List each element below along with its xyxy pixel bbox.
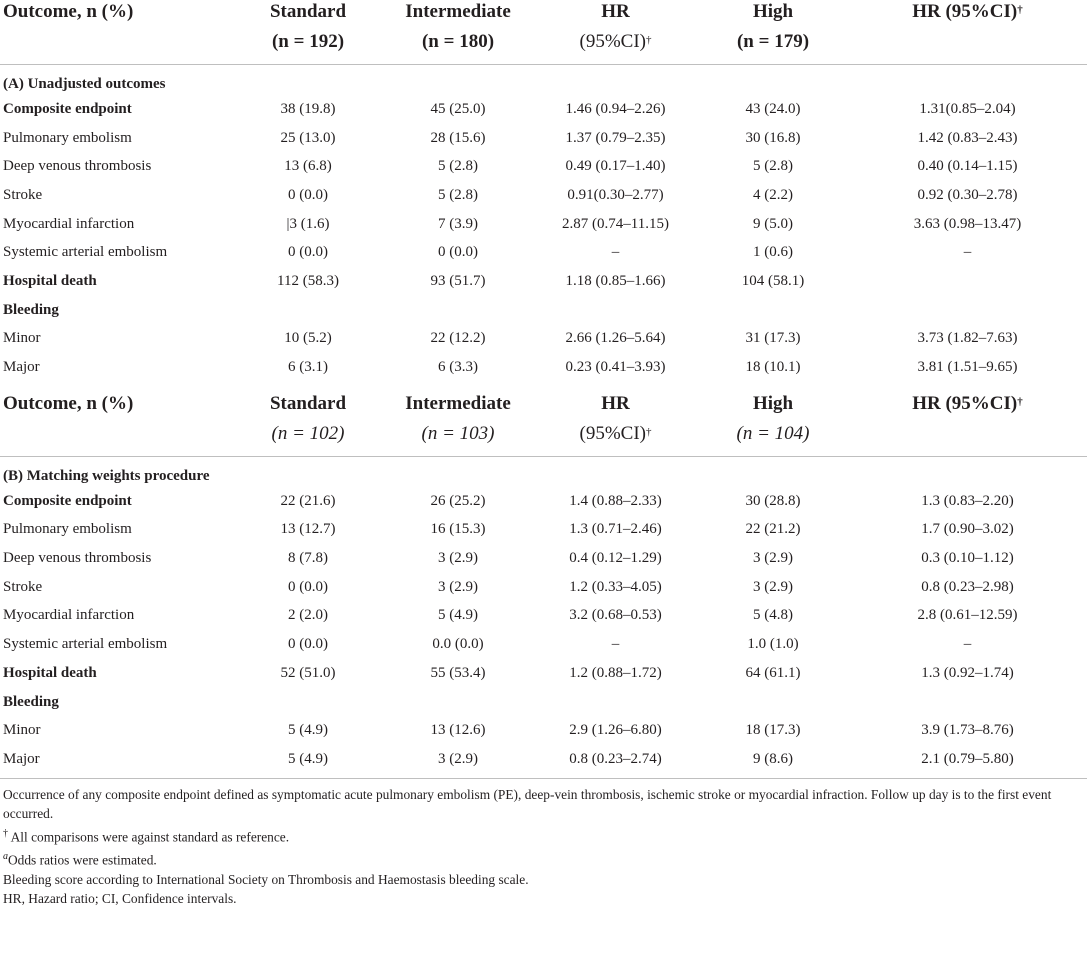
cell-intermediate: 22 (12.2) xyxy=(430,330,486,347)
cell-intermediate: 5 (4.9) xyxy=(438,607,478,624)
header-hr-95ci xyxy=(848,0,1087,30)
cell-standard: 8 (7.8) xyxy=(288,550,328,567)
header-high-n: (n = 179) xyxy=(736,31,810,52)
section-a-title-row xyxy=(0,65,1087,96)
row-label: Pulmonary embolism xyxy=(3,521,132,538)
header-row-lower-n xyxy=(0,422,1087,457)
cell-hr-high: 0.92 (0.30–2.78) xyxy=(917,186,1018,203)
table-row xyxy=(0,688,1087,717)
cell-high: 22 (21.2) xyxy=(745,521,801,538)
cell-hr-high: 1.3 (0.83–2.20) xyxy=(921,492,1014,509)
cell-intermediate xyxy=(383,688,533,717)
footnote-dagger xyxy=(3,824,1083,847)
cell-high: 9 (8.6) xyxy=(753,750,793,767)
cell-standard: |3 (1.6) xyxy=(286,215,330,232)
cell-standard: 52 (51.0) xyxy=(280,664,336,681)
header-outcome: Outcome, n (%) xyxy=(3,1,134,22)
row-label: Minor xyxy=(3,330,41,347)
header-hr: HR xyxy=(601,1,630,22)
cell-hr-high: 3.63 (0.98–13.47) xyxy=(913,215,1022,232)
cell-hr-high: 1.7 (0.90–3.02) xyxy=(921,521,1014,538)
cell-hr-intermediate: 0.8 (0.23–2.74) xyxy=(569,750,662,767)
cell-intermediate: 26 (25.2) xyxy=(430,492,486,509)
row-label: Hospital death xyxy=(3,664,97,681)
row-label: Composite endpoint xyxy=(3,492,132,509)
table-row xyxy=(0,659,1087,688)
cell-intermediate: 0 (0.0) xyxy=(438,244,478,261)
cell-hr-intermediate: 1.2 (0.33–4.05) xyxy=(569,578,662,595)
cell-hr-intermediate: 0.49 (0.17–1.40) xyxy=(565,158,666,175)
cell-hr-intermediate: 2.66 (1.26–5.64) xyxy=(565,330,666,347)
table-row xyxy=(0,516,1087,545)
row-label: Composite endpoint xyxy=(3,100,132,117)
header-standard: Standard xyxy=(269,1,347,22)
cell-hr-intermediate: 2.87 (0.74–11.15) xyxy=(562,215,669,232)
cell-high: 1.0 (1.0) xyxy=(747,636,799,653)
cell-hr-intermediate: 1.37 (0.79–2.35) xyxy=(565,129,666,146)
header-outcome: Outcome, n (%) xyxy=(3,392,134,414)
header-hr: HR xyxy=(601,392,630,414)
cell-hr-high: 0.8 (0.23–2.98) xyxy=(921,578,1014,595)
cell-hr-intermediate: 3.2 (0.68–0.53) xyxy=(569,607,662,624)
cell-standard: 0 (0.0) xyxy=(288,636,328,653)
table-row xyxy=(0,95,1087,124)
cell-hr-high xyxy=(848,688,1087,717)
cell-hr-high: 1.3 (0.92–1.74) xyxy=(921,664,1014,681)
cell-high: 5 (2.8) xyxy=(753,158,793,175)
header-hr-95ci-text: HR (95%CI) xyxy=(912,392,1018,414)
cell-hr-high: – xyxy=(963,244,972,261)
header-hr-ci-text: (95%CI) xyxy=(579,31,646,52)
cell-hr-intermediate: – xyxy=(611,636,620,653)
cell-hr-high: 3.81 (1.51–9.65) xyxy=(917,359,1018,376)
header-high-n-text: (n = 104) xyxy=(736,422,810,444)
footnote-dagger-text: All comparisons were against standard as reference. xyxy=(8,829,290,845)
header-row-upper xyxy=(0,0,1087,30)
cell-standard: 5 (4.9) xyxy=(288,750,328,767)
cell-hr-intermediate: – xyxy=(611,244,620,261)
header-high-n xyxy=(698,422,848,457)
dagger-mark: † xyxy=(645,34,652,46)
cell-hr-intermediate: 0.4 (0.12–1.29) xyxy=(569,550,662,567)
cell-hr-intermediate xyxy=(533,688,698,717)
cell-intermediate: 16 (15.3) xyxy=(430,521,486,538)
cell-high: 30 (16.8) xyxy=(745,129,801,146)
row-label: Minor xyxy=(3,722,41,739)
cell-high: 1 (0.6) xyxy=(753,244,793,261)
header-intermediate: Intermediate xyxy=(405,392,511,414)
dagger-mark: † xyxy=(1017,4,1023,16)
cell-hr-intermediate: 2.9 (1.26–6.80) xyxy=(569,722,662,739)
cell-standard: 6 (3.1) xyxy=(288,359,328,376)
cell-high: 31 (17.3) xyxy=(745,330,801,347)
cell-high: 3 (2.9) xyxy=(753,578,793,595)
cell-hr-high: 0.3 (0.10–1.12) xyxy=(921,550,1014,567)
table-row xyxy=(0,296,1087,325)
cell-high: 43 (24.0) xyxy=(745,100,801,117)
cell-high: 9 (5.0) xyxy=(753,215,793,232)
table-row xyxy=(0,238,1087,267)
cell-standard: 112 (58.3) xyxy=(277,272,339,289)
cell-hr-high xyxy=(848,267,1087,296)
section-b-body xyxy=(0,487,1087,774)
header-hr-ci-text: (95%CI) xyxy=(579,422,646,444)
row-label: Stroke xyxy=(3,578,43,595)
row-label: Stroke xyxy=(3,186,43,203)
cell-intermediate: 13 (12.6) xyxy=(430,722,486,739)
header-standard-n: (n = 192) xyxy=(271,31,345,52)
row-label: Myocardial infarction xyxy=(3,215,135,232)
cell-high: 64 (61.1) xyxy=(745,664,801,681)
dagger-mark: † xyxy=(1017,395,1023,408)
row-label: Bleeding xyxy=(3,301,59,318)
cell-standard xyxy=(233,296,383,325)
table-row xyxy=(0,353,1087,382)
cell-standard: 0 (0.0) xyxy=(288,578,328,595)
header-standard: Standard xyxy=(269,392,347,414)
table-row xyxy=(0,716,1087,745)
row-label: Bleeding xyxy=(3,693,59,710)
cell-intermediate: 7 (3.9) xyxy=(438,215,478,232)
cell-intermediate: 93 (51.7) xyxy=(430,272,486,289)
header-standard-n-text: (n = 102) xyxy=(271,422,345,444)
cell-hr-high: 3.73 (1.82–7.63) xyxy=(917,330,1018,347)
header-hr-ci xyxy=(533,422,698,457)
footnote-odds xyxy=(3,847,1083,870)
cell-intermediate: 5 (2.8) xyxy=(438,186,478,203)
header-high: High xyxy=(752,392,794,414)
header-hr-95ci xyxy=(848,382,1087,422)
cell-hr-high: 1.42 (0.83–2.43) xyxy=(917,129,1018,146)
row-label: Deep venous thrombosis xyxy=(3,158,152,175)
cell-hr-high: 3.9 (1.73–8.76) xyxy=(921,722,1014,739)
cell-hr-intermediate: 0.23 (0.41–3.93) xyxy=(565,359,666,376)
cell-standard: 0 (0.0) xyxy=(288,186,328,203)
table-bottom-rule xyxy=(0,774,1087,779)
cell-hr-high: 2.8 (0.61–12.59) xyxy=(917,607,1018,624)
footnote-definition: Occurrence of any composite endpoint defined as symptomatic acute pulmonary embolism (PE), deep-vein thrombosis, ischemic stroke or myocardial infraction. Follow up day is to the first event occurred. xyxy=(3,786,1052,822)
section-a-title: (A) Unadjusted outcomes xyxy=(0,65,1087,96)
cell-hr-intermediate: 1.2 (0.88–1.72) xyxy=(569,664,662,681)
cell-hr-high: 1.31(0.85–2.04) xyxy=(919,100,1016,117)
table-row xyxy=(0,152,1087,181)
cell-high xyxy=(698,296,848,325)
section-b-title: (B) Matching weights procedure xyxy=(0,456,1087,487)
section-b-title-row xyxy=(0,456,1087,487)
footnote-dagger-mark: † xyxy=(3,827,8,839)
row-label: Major xyxy=(3,359,40,376)
cell-intermediate: 55 (53.4) xyxy=(430,664,486,681)
header-intermediate-n: (n = 180) xyxy=(421,31,495,52)
cell-high xyxy=(698,688,848,717)
cell-standard: 13 (6.8) xyxy=(284,158,332,175)
table-footnotes xyxy=(0,779,1086,909)
cell-standard: 38 (19.8) xyxy=(280,100,336,117)
row-label: Systemic arterial embolism xyxy=(3,244,168,261)
cell-intermediate: 0.0 (0.0) xyxy=(432,636,484,653)
cell-high: 4 (2.2) xyxy=(753,186,793,203)
cell-intermediate: 45 (25.0) xyxy=(430,100,486,117)
header-standard-n xyxy=(233,422,383,457)
table-row xyxy=(0,630,1087,659)
table-row xyxy=(0,544,1087,573)
cell-standard xyxy=(233,688,383,717)
cell-standard: 0 (0.0) xyxy=(288,244,328,261)
footnote-bleeding: Bleeding score according to International Society on Thrombosis and Haemostasis bleeding scale. xyxy=(3,871,529,887)
header-intermediate-n-text: (n = 103) xyxy=(421,422,495,444)
cell-hr-high: 2.1 (0.79–5.80) xyxy=(921,750,1014,767)
footnote-abbreviations: HR, Hazard ratio; CI, Confidence intervals. xyxy=(3,891,237,907)
row-label: Deep venous thrombosis xyxy=(3,550,152,567)
cell-high: 5 (4.8) xyxy=(753,607,793,624)
cell-hr-intermediate xyxy=(533,296,698,325)
header-hr-95ci-text: HR (95%CI) xyxy=(912,1,1018,22)
cell-standard: 22 (21.6) xyxy=(280,492,336,509)
cell-standard: 10 (5.2) xyxy=(284,330,332,347)
header-high: High xyxy=(752,1,794,22)
cell-hr-intermediate: 0.91(0.30–2.77) xyxy=(567,186,664,203)
cell-standard: 5 (4.9) xyxy=(288,722,328,739)
table-row xyxy=(0,181,1087,210)
row-label: Hospital death xyxy=(3,272,97,289)
row-label: Systemic arterial embolism xyxy=(3,636,168,653)
table-row xyxy=(0,325,1087,354)
footnote-odds-text: Odds ratios were estimated. xyxy=(8,852,157,868)
row-label: Myocardial infarction xyxy=(3,607,135,624)
table-row xyxy=(0,267,1087,296)
cell-hr-high xyxy=(848,296,1087,325)
cell-hr-intermediate: 1.46 (0.94–2.26) xyxy=(565,100,666,117)
table-row xyxy=(0,210,1087,239)
cell-hr-intermediate: 1.4 (0.88–2.33) xyxy=(569,492,662,509)
table-row xyxy=(0,487,1087,516)
cell-hr-intermediate: 1.3 (0.71–2.46) xyxy=(569,521,662,538)
cell-high: 3 (2.9) xyxy=(753,550,793,567)
cell-high: 18 (17.3) xyxy=(745,722,801,739)
table-row xyxy=(0,573,1087,602)
cell-intermediate: 6 (3.3) xyxy=(438,359,478,376)
cell-standard: 2 (2.0) xyxy=(288,607,328,624)
cell-intermediate: 3 (2.9) xyxy=(438,578,478,595)
cell-standard: 13 (12.7) xyxy=(280,521,336,538)
cell-high: 30 (28.8) xyxy=(745,492,801,509)
cell-high: 104 (58.1) xyxy=(741,272,805,289)
row-label: Pulmonary embolism xyxy=(3,129,132,146)
cell-high: 18 (10.1) xyxy=(745,359,801,376)
header-intermediate-n xyxy=(383,422,533,457)
header-row-upper-n xyxy=(0,30,1087,65)
footnote-a-mark: a xyxy=(3,850,8,862)
cell-intermediate: 3 (2.9) xyxy=(438,750,478,767)
cell-hr-high: 0.40 (0.14–1.15) xyxy=(917,158,1018,175)
cell-intermediate xyxy=(383,296,533,325)
table-row xyxy=(0,602,1087,631)
table-row xyxy=(0,745,1087,774)
cell-intermediate: 5 (2.8) xyxy=(438,158,478,175)
table-row xyxy=(0,124,1087,153)
cell-intermediate: 28 (15.6) xyxy=(430,129,486,146)
cell-hr-intermediate: 1.18 (0.85–1.66) xyxy=(565,272,666,289)
section-a-body xyxy=(0,95,1087,382)
dagger-mark: † xyxy=(645,425,652,438)
cell-hr-high: – xyxy=(963,636,972,653)
cell-standard: 25 (13.0) xyxy=(280,129,336,146)
header-row-lower xyxy=(0,382,1087,422)
header-intermediate: Intermediate xyxy=(405,1,511,22)
row-label: Major xyxy=(3,750,40,767)
header-hr-ci xyxy=(533,30,698,65)
cell-intermediate: 3 (2.9) xyxy=(438,550,478,567)
